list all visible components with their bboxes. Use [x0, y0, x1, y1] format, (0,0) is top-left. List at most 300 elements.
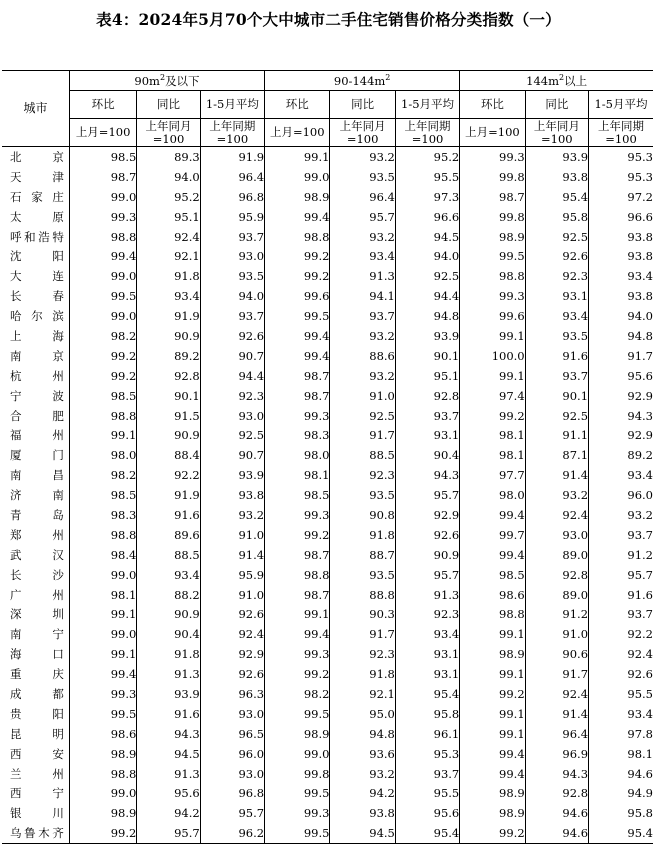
header-row-groups — [2, 71, 653, 91]
value-cell: 92.4 — [525, 505, 588, 525]
value-cell: 92.1 — [137, 246, 200, 266]
value-cell: 93.8 — [200, 485, 264, 505]
value-cell: 88.6 — [330, 346, 395, 366]
value-cell: 93.2 — [200, 505, 264, 525]
table-row — [2, 326, 653, 346]
value-cell: 99.5 — [265, 784, 330, 804]
value-cell: 95.3 — [395, 744, 459, 764]
city-cell: 宁波 — [10, 388, 64, 403]
value-cell: 99.5 — [265, 823, 330, 843]
value-cell: 98.9 — [69, 803, 136, 823]
value-cell: 91.4 — [525, 704, 588, 724]
value-cell: 95.7 — [589, 565, 653, 585]
value-cell: 92.4 — [200, 624, 264, 644]
value-cell: 93.2 — [330, 764, 395, 784]
group-header-large: $144m^2$以上 — [460, 71, 653, 91]
value-cell: 92.3 — [330, 644, 395, 664]
value-cell: 95.7 — [395, 485, 459, 505]
value-cell: 99.2 — [460, 406, 525, 426]
value-cell: 94.2 — [137, 803, 200, 823]
value-cell: 99.5 — [69, 286, 136, 306]
value-cell: 97.7 — [460, 465, 525, 485]
city-cell: 福州 — [10, 428, 64, 443]
value-cell: 90.1 — [525, 386, 588, 406]
value-cell: 92.9 — [395, 505, 459, 525]
value-cell: 99.0 — [69, 306, 136, 326]
value-cell: 91.8 — [330, 664, 395, 684]
table-row — [2, 306, 653, 326]
value-cell: 94.3 — [589, 406, 653, 426]
table-row — [2, 764, 653, 784]
header-row-base — [2, 119, 653, 147]
city-cell: 西宁 — [10, 786, 64, 801]
value-cell: 94.6 — [525, 823, 588, 843]
value-cell: 99.1 — [265, 147, 330, 167]
table-row — [2, 784, 653, 804]
table-header — [2, 71, 653, 147]
city-cell: 重庆 — [10, 667, 64, 682]
metric-header: 同比 — [525, 91, 588, 119]
city-cell: 石家庄 — [10, 189, 64, 204]
value-cell: 93.1 — [395, 644, 459, 664]
value-cell: 95.2 — [137, 187, 200, 207]
value-cell: 92.9 — [589, 386, 653, 406]
value-cell: 92.8 — [525, 784, 588, 804]
value-cell: 93.4 — [330, 246, 395, 266]
value-cell: 98.0 — [69, 445, 136, 465]
city-cell: 海口 — [10, 647, 64, 662]
value-cell: 99.0 — [265, 167, 330, 187]
table-row — [2, 147, 653, 167]
value-cell: 99.1 — [69, 644, 136, 664]
value-cell: 99.1 — [460, 326, 525, 346]
value-cell: 98.0 — [460, 485, 525, 505]
table-row — [2, 684, 653, 704]
value-cell: 91.4 — [525, 465, 588, 485]
value-cell: 99.1 — [460, 366, 525, 386]
value-cell: 93.9 — [395, 326, 459, 346]
value-cell: 98.9 — [265, 724, 330, 744]
value-cell: 93.5 — [330, 565, 395, 585]
value-cell: 95.6 — [137, 784, 200, 804]
value-cell: 93.9 — [200, 465, 264, 485]
value-cell: 94.9 — [589, 784, 653, 804]
base-header: 上年同月=100 — [525, 119, 588, 147]
value-cell: 98.8 — [69, 406, 136, 426]
value-cell: 93.5 — [330, 167, 395, 187]
value-cell: 97.3 — [395, 187, 459, 207]
value-cell: 92.6 — [589, 664, 653, 684]
value-cell: 98.5 — [69, 485, 136, 505]
value-cell: 93.5 — [525, 326, 588, 346]
value-cell: 94.3 — [137, 724, 200, 744]
value-cell: 99.4 — [460, 764, 525, 784]
city-cell: 呼和浩特 — [10, 229, 64, 244]
table-row — [2, 505, 653, 525]
value-cell: 98.8 — [265, 227, 330, 247]
value-cell: 91.1 — [525, 425, 588, 445]
value-cell: 93.2 — [330, 227, 395, 247]
header-row-metrics — [2, 91, 653, 119]
metric-header: 环比 — [460, 91, 525, 119]
value-cell: 94.4 — [200, 366, 264, 386]
value-cell: 92.8 — [395, 386, 459, 406]
value-cell: 95.2 — [395, 147, 459, 167]
value-cell: 96.4 — [525, 724, 588, 744]
city-cell: 武汉 — [10, 547, 64, 562]
value-cell: 99.3 — [69, 684, 136, 704]
value-cell: 99.8 — [265, 764, 330, 784]
city-cell: 济南 — [10, 488, 64, 503]
table-row — [2, 207, 653, 227]
value-cell: 95.4 — [395, 823, 459, 843]
table-row — [2, 624, 653, 644]
value-cell: 96.4 — [330, 187, 395, 207]
value-cell: 99.0 — [69, 565, 136, 585]
city-cell: 广州 — [10, 587, 64, 602]
value-cell: 92.5 — [395, 266, 459, 286]
value-cell: 98.6 — [460, 585, 525, 605]
value-cell: 99.3 — [460, 286, 525, 306]
value-cell: 98.5 — [265, 485, 330, 505]
value-cell: 96.0 — [589, 485, 653, 505]
base-header: 上月=100 — [265, 119, 330, 147]
base-header: 上年同期=100 — [589, 119, 653, 147]
value-cell: 90.9 — [137, 604, 200, 624]
value-cell: 91.6 — [589, 585, 653, 605]
group-header-medium: $90-144m^2$ — [265, 71, 460, 91]
value-cell: 93.0 — [525, 525, 588, 545]
value-cell: 93.4 — [395, 624, 459, 644]
city-cell: 乌鲁木齐 — [2, 823, 69, 843]
value-cell: 88.4 — [137, 445, 200, 465]
value-cell: 91.3 — [137, 764, 200, 784]
value-cell: 93.2 — [330, 147, 395, 167]
table-row — [2, 803, 653, 823]
city-cell: 长沙 — [10, 567, 64, 582]
value-cell: 88.5 — [137, 545, 200, 565]
price-index-table — [2, 70, 653, 844]
value-cell: 93.4 — [589, 266, 653, 286]
base-header: 上月=100 — [460, 119, 525, 147]
value-cell: 99.2 — [69, 823, 136, 843]
base-header: 上年同月=100 — [137, 119, 200, 147]
value-cell: 93.7 — [525, 366, 588, 386]
value-cell: 92.6 — [200, 664, 264, 684]
value-cell: 95.8 — [395, 704, 459, 724]
value-cell: 99.1 — [69, 425, 136, 445]
group-header-small: $90m^2$及以下 — [69, 71, 264, 91]
value-cell: 92.6 — [200, 326, 264, 346]
table-row — [2, 246, 653, 266]
value-cell: 93.4 — [589, 465, 653, 485]
value-cell: 97.2 — [589, 187, 653, 207]
value-cell: 99.5 — [265, 306, 330, 326]
city-cell: 长春 — [10, 289, 64, 304]
value-cell: 92.9 — [589, 425, 653, 445]
base-header: 上年同期=100 — [395, 119, 459, 147]
value-cell: 99.0 — [265, 744, 330, 764]
value-cell: 92.6 — [395, 525, 459, 545]
value-cell: 91.9 — [200, 147, 264, 167]
value-cell: 93.8 — [589, 246, 653, 266]
value-cell: 98.7 — [265, 545, 330, 565]
table-row — [2, 346, 653, 366]
value-cell: 97.4 — [460, 386, 525, 406]
table-row — [2, 286, 653, 306]
value-cell: 95.1 — [395, 366, 459, 386]
value-cell: 98.5 — [460, 565, 525, 585]
value-cell: 93.0 — [200, 764, 264, 784]
value-cell: 91.6 — [137, 505, 200, 525]
value-cell: 93.5 — [200, 266, 264, 286]
value-cell: 92.3 — [395, 604, 459, 624]
metric-header: 同比 — [330, 91, 395, 119]
value-cell: 95.6 — [395, 803, 459, 823]
value-cell: 92.2 — [137, 465, 200, 485]
value-cell: 100.0 — [460, 346, 525, 366]
value-cell: 98.9 — [460, 803, 525, 823]
value-cell: 89.6 — [137, 525, 200, 545]
value-cell: 93.7 — [200, 306, 264, 326]
value-cell: 90.4 — [137, 624, 200, 644]
value-cell: 91.9 — [137, 485, 200, 505]
value-cell: 94.0 — [200, 286, 264, 306]
value-cell: 95.4 — [395, 684, 459, 704]
value-cell: 93.0 — [200, 704, 264, 724]
value-cell: 93.9 — [525, 147, 588, 167]
table-row — [2, 485, 653, 505]
value-cell: 92.3 — [525, 266, 588, 286]
base-header: 上年同月=100 — [330, 119, 395, 147]
value-cell: 93.4 — [589, 704, 653, 724]
value-cell: 91.0 — [200, 525, 264, 545]
value-cell: 92.5 — [525, 406, 588, 426]
value-cell: 95.8 — [525, 207, 588, 227]
value-cell: 95.5 — [589, 684, 653, 704]
value-cell: 98.1 — [589, 744, 653, 764]
value-cell: 99.5 — [460, 246, 525, 266]
value-cell: 98.8 — [460, 604, 525, 624]
value-cell: 99.4 — [460, 545, 525, 565]
value-cell: 93.7 — [589, 604, 653, 624]
value-cell: 99.2 — [265, 266, 330, 286]
value-cell: 96.2 — [200, 823, 264, 843]
value-cell: 93.2 — [330, 326, 395, 346]
table-body — [2, 147, 653, 844]
metric-header: 1-5月平均 — [395, 91, 459, 119]
value-cell: 98.9 — [460, 784, 525, 804]
table-row — [2, 167, 653, 187]
city-cell: 厦门 — [10, 448, 64, 463]
value-cell: 99.1 — [460, 724, 525, 744]
value-cell: 97.8 — [589, 724, 653, 744]
value-cell: 98.1 — [460, 425, 525, 445]
value-cell: 91.2 — [525, 604, 588, 624]
value-cell: 90.7 — [200, 346, 264, 366]
value-cell: 99.2 — [265, 664, 330, 684]
value-cell: 98.9 — [460, 227, 525, 247]
value-cell: 93.4 — [137, 565, 200, 585]
value-cell: 95.8 — [589, 803, 653, 823]
value-cell: 91.7 — [330, 624, 395, 644]
value-cell: 93.0 — [200, 246, 264, 266]
value-cell: 94.8 — [330, 724, 395, 744]
value-cell: 96.3 — [200, 684, 264, 704]
value-cell: 95.9 — [200, 565, 264, 585]
value-cell: 94.2 — [330, 784, 395, 804]
value-cell: 98.7 — [265, 366, 330, 386]
value-cell: 88.7 — [330, 545, 395, 565]
table-row — [2, 366, 653, 386]
table-row — [2, 227, 653, 247]
value-cell: 95.0 — [330, 704, 395, 724]
metric-header: 环比 — [69, 91, 136, 119]
value-cell: 99.1 — [460, 624, 525, 644]
value-cell: 92.8 — [137, 366, 200, 386]
value-cell: 99.2 — [69, 366, 136, 386]
value-cell: 90.9 — [137, 425, 200, 445]
value-cell: 99.5 — [69, 704, 136, 724]
value-cell: 99.0 — [69, 624, 136, 644]
table-row — [2, 465, 653, 485]
value-cell: 90.1 — [137, 386, 200, 406]
value-cell: 98.1 — [69, 585, 136, 605]
table-row — [2, 724, 653, 744]
value-cell: 90.4 — [395, 445, 459, 465]
value-cell: 93.0 — [200, 406, 264, 426]
value-cell: 96.8 — [200, 784, 264, 804]
value-cell: 96.4 — [200, 167, 264, 187]
value-cell: 91.3 — [137, 664, 200, 684]
value-cell: 98.1 — [265, 465, 330, 485]
value-cell: 95.6 — [589, 366, 653, 386]
table-row — [2, 525, 653, 545]
value-cell: 93.1 — [395, 664, 459, 684]
value-cell: 95.3 — [589, 147, 653, 167]
value-cell: 93.6 — [330, 744, 395, 764]
city-cell: 银川 — [10, 806, 64, 821]
value-cell: 99.0 — [69, 187, 136, 207]
value-cell: 99.8 — [460, 207, 525, 227]
value-cell: 93.4 — [137, 286, 200, 306]
value-cell: 94.0 — [137, 167, 200, 187]
value-cell: 90.9 — [137, 326, 200, 346]
city-cell: 杭州 — [10, 368, 64, 383]
value-cell: 96.0 — [200, 744, 264, 764]
value-cell: 95.7 — [137, 823, 200, 843]
value-cell: 87.1 — [525, 445, 588, 465]
value-cell: 98.9 — [460, 644, 525, 664]
value-cell: 89.3 — [137, 147, 200, 167]
value-cell: 99.2 — [69, 346, 136, 366]
value-cell: 91.8 — [137, 266, 200, 286]
city-cell: 南宁 — [10, 627, 64, 642]
value-cell: 93.8 — [589, 227, 653, 247]
value-cell: 94.6 — [525, 803, 588, 823]
value-cell: 89.2 — [589, 445, 653, 465]
value-cell: 99.0 — [69, 784, 136, 804]
value-cell: 95.3 — [589, 167, 653, 187]
value-cell: 92.4 — [137, 227, 200, 247]
value-cell: 99.1 — [460, 664, 525, 684]
value-cell: 90.1 — [395, 346, 459, 366]
value-cell: 99.3 — [265, 406, 330, 426]
value-cell: 98.2 — [69, 326, 136, 346]
value-cell: 91.7 — [525, 664, 588, 684]
metric-header: 同比 — [137, 91, 200, 119]
value-cell: 91.7 — [330, 425, 395, 445]
value-cell: 99.2 — [265, 246, 330, 266]
city-column-header: 城市 — [2, 71, 69, 147]
value-cell: 99.4 — [265, 346, 330, 366]
value-cell: 99.3 — [265, 505, 330, 525]
value-cell: 91.5 — [137, 406, 200, 426]
value-cell: 92.5 — [525, 227, 588, 247]
value-cell: 94.1 — [330, 286, 395, 306]
value-cell: 99.4 — [460, 505, 525, 525]
value-cell: 94.5 — [395, 227, 459, 247]
table-row — [2, 445, 653, 465]
metric-header: 环比 — [265, 91, 330, 119]
table-row — [2, 744, 653, 764]
value-cell: 91.8 — [330, 525, 395, 545]
value-cell: 95.7 — [330, 207, 395, 227]
value-cell: 92.4 — [525, 684, 588, 704]
value-cell: 90.9 — [395, 545, 459, 565]
value-cell: 99.7 — [460, 525, 525, 545]
table-row — [2, 386, 653, 406]
value-cell: 93.5 — [330, 485, 395, 505]
city-cell: 郑州 — [10, 527, 64, 542]
table-row — [2, 704, 653, 724]
value-cell: 91.3 — [330, 266, 395, 286]
city-cell: 天津 — [10, 169, 64, 184]
value-cell: 93.2 — [525, 485, 588, 505]
value-cell: 99.4 — [460, 744, 525, 764]
table-row — [2, 585, 653, 605]
value-cell: 98.7 — [265, 386, 330, 406]
value-cell: 94.5 — [137, 744, 200, 764]
value-cell: 92.5 — [330, 406, 395, 426]
city-cell: 哈尔滨 — [10, 309, 64, 324]
table-row — [2, 187, 653, 207]
value-cell: 90.6 — [525, 644, 588, 664]
city-cell: 沈阳 — [10, 249, 64, 264]
base-header: 上年同期=100 — [200, 119, 264, 147]
city-cell: 成都 — [10, 686, 64, 701]
value-cell: 93.7 — [395, 406, 459, 426]
value-cell: 89.0 — [525, 585, 588, 605]
value-cell: 98.4 — [69, 545, 136, 565]
table-row — [2, 266, 653, 286]
value-cell: 99.3 — [69, 207, 136, 227]
value-cell: 93.4 — [525, 306, 588, 326]
table-row — [2, 425, 653, 445]
value-cell: 90.8 — [330, 505, 395, 525]
value-cell: 95.9 — [200, 207, 264, 227]
value-cell: 92.5 — [200, 425, 264, 445]
value-cell: 99.8 — [460, 167, 525, 187]
value-cell: 96.6 — [395, 207, 459, 227]
value-cell: 94.8 — [395, 306, 459, 326]
value-cell: 98.7 — [69, 167, 136, 187]
value-cell: 99.2 — [265, 525, 330, 545]
value-cell: 94.0 — [395, 246, 459, 266]
value-cell: 92.4 — [589, 644, 653, 664]
value-cell: 92.1 — [330, 684, 395, 704]
value-cell: 99.3 — [460, 147, 525, 167]
